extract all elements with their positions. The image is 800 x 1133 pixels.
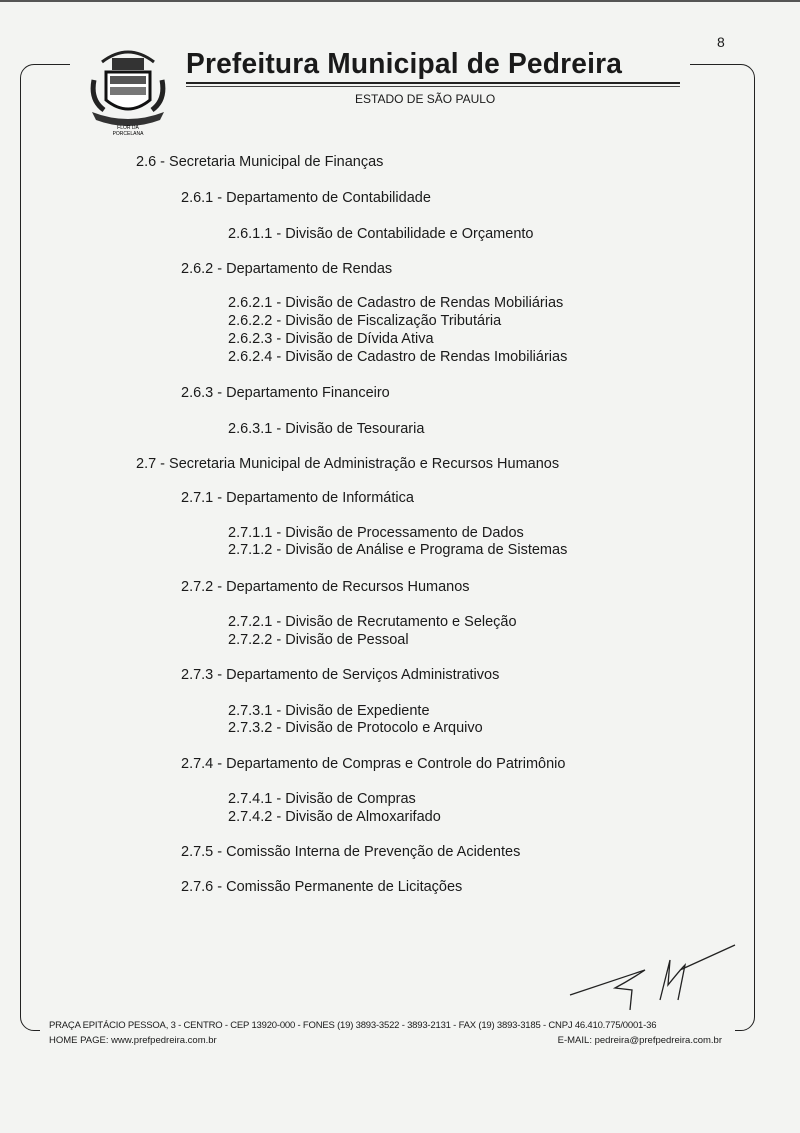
division-item: 2.7.1.2 - Divisão de Análise e Programa de Sistemas	[228, 542, 568, 558]
page-number: 8	[717, 34, 725, 50]
division-item: 2.7.4.1 - Divisão de Compras	[228, 791, 416, 807]
title-underline-thin	[186, 86, 680, 87]
department-item: 2.7.6 - Comissão Permanente de Licitações	[181, 879, 463, 895]
division-item: 2.7.4.2 - Divisão de Almoxarifado	[228, 809, 441, 825]
division-item: 2.6.3.1 - Divisão de Tesouraria	[228, 421, 425, 437]
secretariat-heading: 2.6 - Secretaria Municipal de Finanças	[136, 154, 384, 170]
handwritten-signature	[560, 940, 740, 1010]
division-item: 2.6.2.2 - Divisão de Fiscalização Tributária	[228, 313, 502, 329]
division-item: 2.6.2.3 - Divisão de Dívida Ativa	[228, 331, 434, 347]
division-item: 2.6.2.1 - Divisão de Cadastro de Rendas Mobiliárias	[228, 295, 564, 311]
department-item: 2.7.5 - Comissão Interna de Prevenção de Acidentes	[181, 844, 521, 860]
division-item: 2.6.2.4 - Divisão de Cadastro de Rendas Imobiliárias	[228, 349, 568, 365]
title-underline	[186, 82, 680, 84]
coat-of-arms-logo	[88, 40, 168, 135]
division-item: 2.6.1.1 - Divisão de Contabilidade e Orçamento	[228, 226, 534, 242]
svg-text:FLOR DA: FLOR DA	[117, 125, 139, 131]
secretariat-heading: 2.7 - Secretaria Municipal de Administração e Recursos Humanos	[136, 456, 560, 472]
footer-homepage: HOME PAGE: www.prefpedreira.com.br	[49, 1035, 217, 1046]
department-item: 2.7.2 - Departamento de Recursos Humanos	[181, 579, 470, 595]
state-subtitle: ESTADO DE SÃO PAULO	[355, 92, 496, 106]
department-item: 2.7.1 - Departamento de Informática	[181, 490, 414, 506]
footer-email: E-MAIL: pedreira@prefpedreira.com.br	[557, 1035, 722, 1046]
department-item: 2.7.3 - Departamento de Serviços Administrativos	[181, 667, 500, 683]
page-title: Prefeitura Municipal de Pedreira	[186, 48, 623, 80]
footer-address: PRAÇA EPITÁCIO PESSOA, 3 - CENTRO - CEP 13920-000 - FONES (19) 3893-3522 - 3893-2131 - FAX (19) 3893-3185 - CNPJ 46.410.775/0001-36	[49, 1020, 657, 1031]
department-item: 2.7.4 - Departamento de Compras e Controle do Patrimônio	[181, 756, 566, 772]
department-item: 2.6.1 - Departamento de Contabilidade	[181, 190, 431, 206]
division-item: 2.7.1.1 - Divisão de Processamento de Dados	[228, 525, 524, 541]
division-item: 2.7.2.2 - Divisão de Pessoal	[228, 632, 409, 648]
division-item: 2.7.2.1 - Divisão de Recrutamento e Seleção	[228, 614, 517, 630]
svg-text:PORCELANA: PORCELANA	[112, 131, 144, 135]
division-item: 2.7.3.2 - Divisão de Protocolo e Arquivo	[228, 720, 483, 736]
department-item: 2.6.2 - Departamento de Rendas	[181, 261, 393, 277]
department-item: 2.6.3 - Departamento Financeiro	[181, 385, 390, 401]
scan-edge	[0, 0, 800, 2]
division-item: 2.7.3.1 - Divisão de Expediente	[228, 703, 430, 719]
